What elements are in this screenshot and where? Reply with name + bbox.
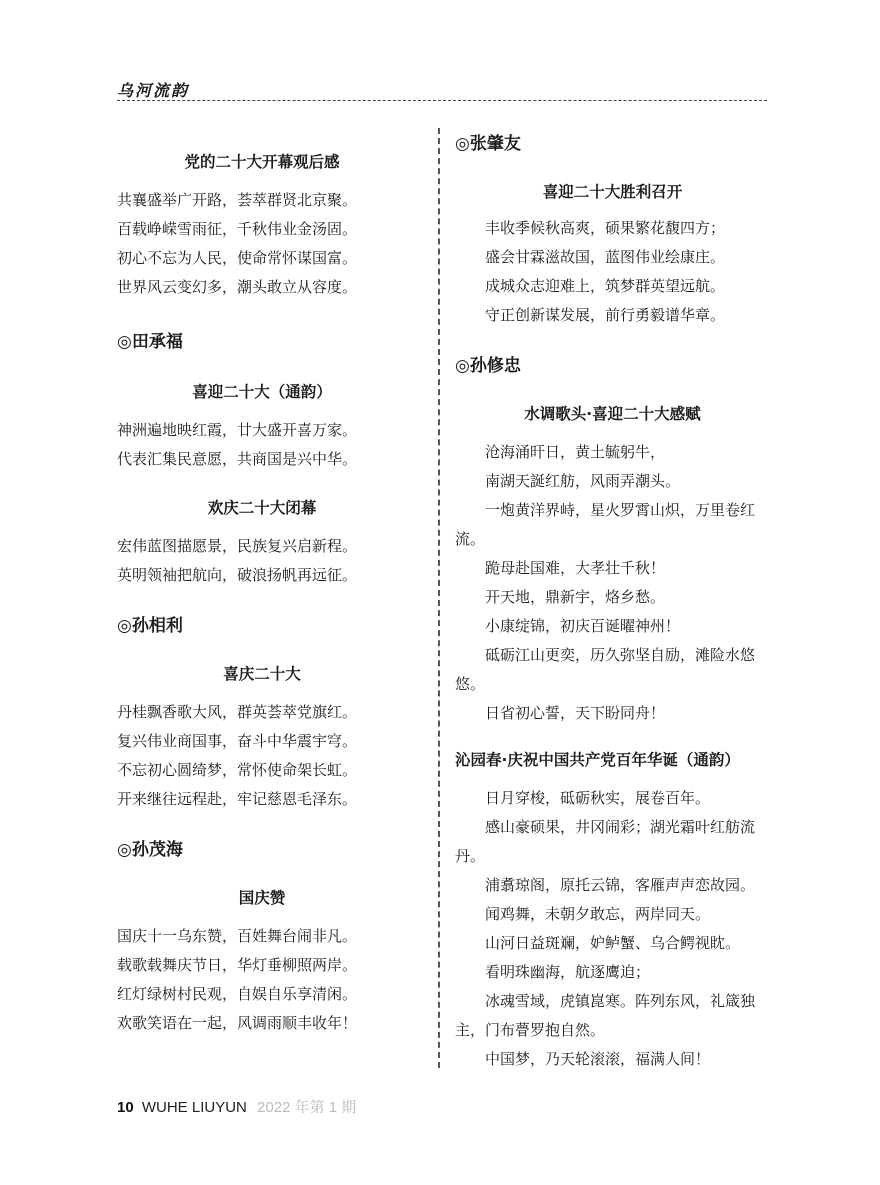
poem-title: 喜庆二十大	[223, 665, 301, 683]
poem-line: 代表汇集民意愿，共商国是兴中华。	[117, 450, 358, 468]
poem-title: 国庆赞	[238, 889, 286, 907]
poem-line: 复兴伟业商国事，奋斗中华震宇穹。	[117, 732, 358, 750]
poem-line: 百载峥嵘雪雨征，千秋伟业金汤固。	[117, 220, 358, 238]
poem-line: 南湖天誕红舫，风雨弄潮头。	[485, 472, 681, 490]
poem-line: 载歌载舞庆节日，华灯垂柳照两岸。	[117, 956, 358, 974]
poem-line: 浦翥琼阁，原托云锦，客雁声声恋故园。	[485, 876, 756, 894]
poem-line: 沧海涌旰日，黄土毓躬牛，	[485, 443, 666, 461]
poem-line: 神洲遍地映红霞，廿大盛开喜万家。	[117, 421, 358, 439]
author-name: ◎孙修忠	[455, 356, 521, 376]
poem-line: 不忘初心圆绮梦，常怀使命架长虹。	[117, 761, 358, 779]
poem-line: 开来继往远程赴，牢记慈恩毛泽东。	[117, 790, 358, 808]
poem-line: 丹桂飘香歌大风，群英荟萃党旗红。	[117, 703, 358, 721]
poem-body	[117, 416, 407, 474]
poem-line: 跪母赴国难，大孝壮千秋！	[485, 559, 666, 577]
poem-line: 盛会甘霖滋故国，蓝图伟业绘康庄。	[485, 248, 726, 266]
issue-label: 2022 年第 1 期	[257, 1099, 357, 1116]
poem-line: 日月穿梭，砥砺秋实，展卷百年。	[485, 789, 711, 807]
poem-body	[455, 438, 770, 728]
author-name: ◎田承福	[117, 332, 183, 352]
poem-body	[455, 214, 770, 330]
poem-line: 成城众志迎难上，筑梦群英望远航。	[485, 277, 726, 295]
author-name: ◎孙茂海	[117, 840, 183, 860]
author-name: ◎张肇友	[455, 134, 521, 154]
poem-body	[117, 922, 407, 1038]
poem-line: 世界风云变幻多，潮头敢立从容度。	[117, 278, 358, 296]
right-column	[455, 132, 770, 1074]
poem-line: 宏伟蓝图描愿景，民族复兴启新程。	[117, 537, 358, 555]
poem-line: 小康绽锦，初庆百诞曜神州！	[485, 617, 681, 635]
poem-line: 看明珠幽海，航逐鹰迫；	[485, 963, 651, 981]
poem-title: 水调歌头·喜迎二十大感赋	[524, 405, 701, 423]
poem-title: 喜迎二十大（通韵）	[192, 383, 332, 401]
magazine-name: WUHE LIUYUN	[141, 1099, 247, 1116]
poem-line: 一炮黄洋界峙，星火罗霄山炽，万里卷红流。	[455, 501, 756, 548]
poem-line: 砥砺江山更奕，历久弥坚自励，滩险水悠悠。	[455, 646, 756, 693]
poem-title: 党的二十大开幕观后感	[184, 153, 340, 171]
poem-title: 沁园春·庆祝中国共产党百年华诞（通韵）	[455, 751, 740, 769]
poem-line: 初心不忘为人民，使命常怀谋国富。	[117, 249, 358, 267]
page-number: 10	[117, 1099, 134, 1116]
poem-line: 欢歌笑语在一起，风调雨顺丰收年！	[117, 1014, 358, 1032]
poem-line: 国庆十一乌东赞，百姓舞台闹非凡。	[117, 927, 358, 945]
header-divider	[117, 100, 767, 101]
poem-line: 日省初心誓，天下盼同舟！	[485, 704, 666, 722]
poem-line: 丰收季候秋高爽，硕果繁花馥四方；	[485, 219, 726, 237]
poem-title: 欢庆二十大闭幕	[207, 499, 317, 517]
left-column	[117, 150, 407, 1038]
poem-line: 红灯绿树村民观，自娱自乐享清闲。	[117, 985, 358, 1003]
poem-line: 闻鸡舞，未朝夕敢忘，两岸同天。	[485, 905, 711, 923]
poem-line: 感山豪硕果，井冈闹彩；湖光霜叶红舫流丹。	[455, 818, 756, 865]
author-name: ◎孙相利	[117, 616, 183, 636]
poem-line: 英明领袖把航向，破浪扬帆再远征。	[117, 566, 358, 584]
poem-line: 中国梦，乃天轮滚滚，福满人间！	[485, 1050, 711, 1068]
column-title: 乌河流韵	[117, 81, 190, 100]
poem-body	[117, 532, 407, 590]
poem-line: 开天地，鼎新宇，烙乡愁。	[485, 588, 666, 606]
poem-title: 喜迎二十大胜利召开	[542, 183, 683, 201]
page-footer	[117, 1096, 356, 1117]
poem-line: 山河日益斑斓，妒鲈蟹、乌合鳄视眈。	[485, 934, 741, 952]
poem-line: 冰魂雪域，虎镇崑寒。阵列东风，礼箴独主，门布瞢罗抱自然。	[455, 992, 756, 1039]
poem-line: 守正创新谋发展，前行勇毅谱华章。	[485, 306, 726, 324]
poem-line: 共襄盛举广开路，荟萃群贤北京聚。	[117, 191, 358, 209]
poem-body	[455, 784, 770, 1074]
column-divider	[438, 128, 440, 1068]
poem-body	[117, 186, 407, 302]
poem-body	[117, 698, 407, 814]
